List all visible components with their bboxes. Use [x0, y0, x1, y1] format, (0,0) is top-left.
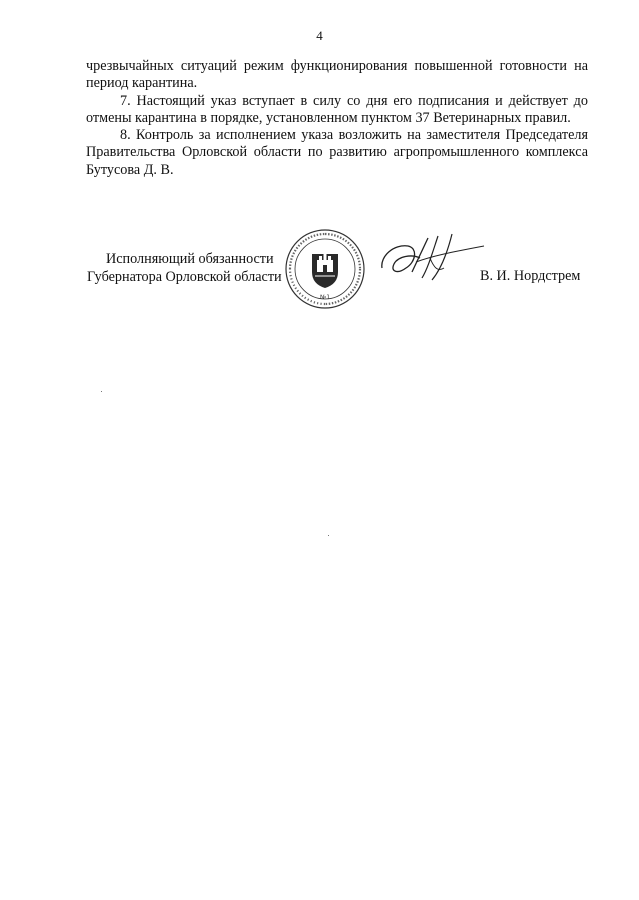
signer-name: В. И. Нордстрем	[480, 268, 581, 284]
signer-position-line2: Губернатора Орловской области	[87, 269, 282, 285]
handwritten-signature-icon	[372, 228, 492, 298]
scan-speck	[101, 391, 102, 392]
page-number: 4	[316, 28, 323, 43]
paragraph-item-8: 8. Контроль за исполнением указа возложить на заместителя Председателя Правительства Орловской области по развитию агропромышленного комплекса Бутусова Д. В.	[86, 127, 588, 178]
paragraph-continuation: чрезвычайных ситуаций режим функционирования повышенной готовности на период карантина.	[86, 58, 588, 92]
official-seal-icon	[284, 228, 366, 310]
document-body	[86, 58, 588, 179]
svg-text:№1: №1	[319, 294, 331, 301]
scan-speck	[328, 535, 329, 536]
paragraph-item-7: 7. Настоящий указ вступает в силу со дня его подписания и действует до отмены карантина в порядке, установленном пунктом 37 Ветеринарных правил.	[86, 92, 588, 126]
signer-position-line1: Исполняющий обязанности	[106, 251, 274, 267]
